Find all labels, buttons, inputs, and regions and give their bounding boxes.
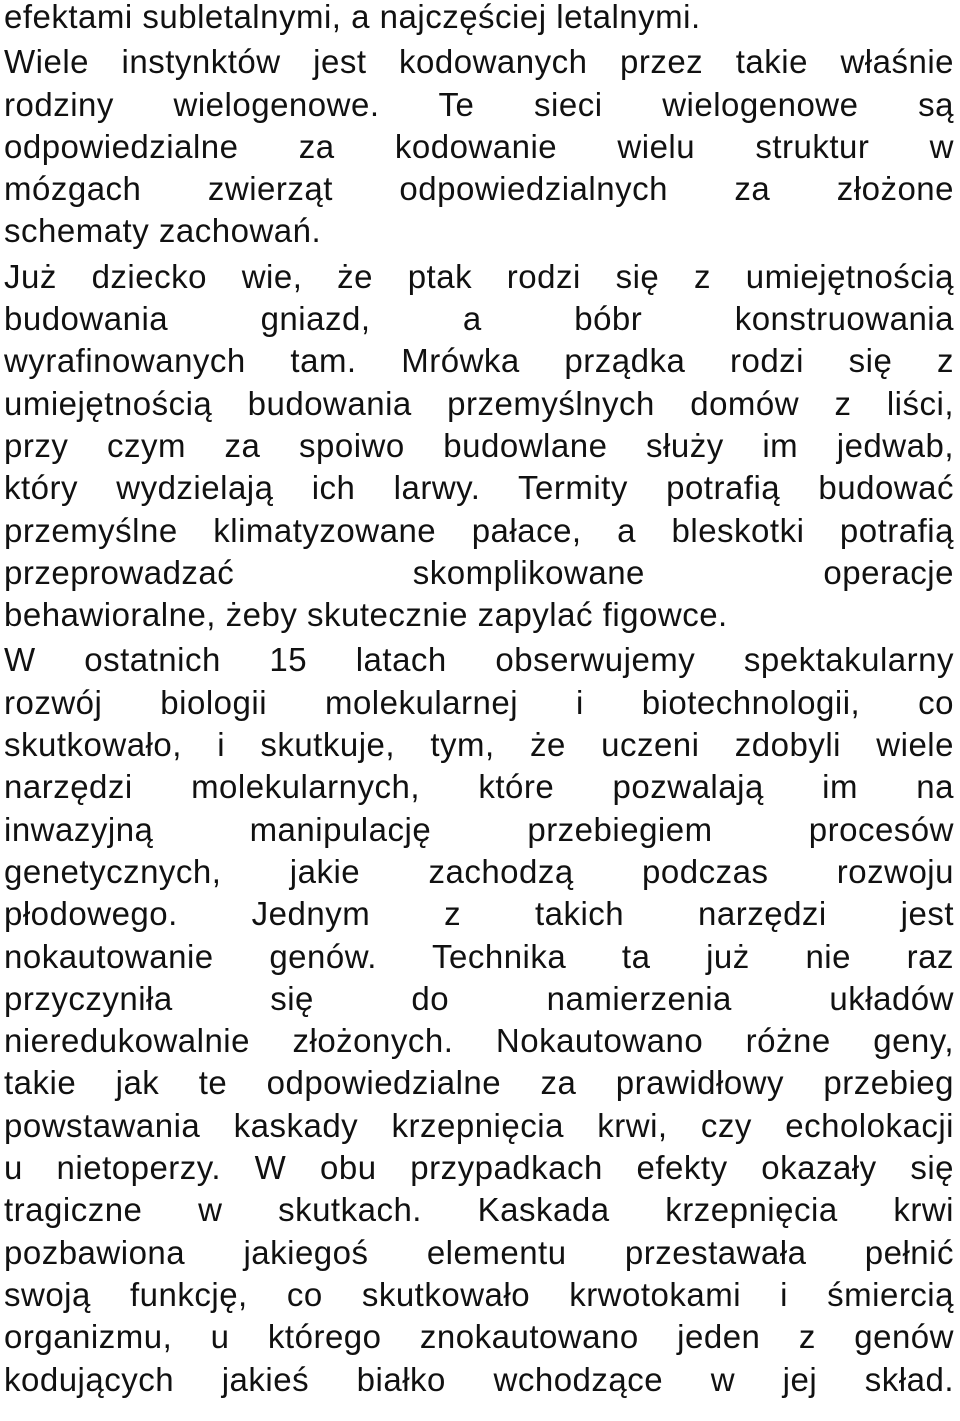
text-line: przyczyniła się do namierzenia układów [4, 979, 954, 1017]
text-line: u nietoperzy. W obu przypadkach efekty okazały się [4, 1149, 954, 1187]
paragraph-1 [4, 0, 954, 38]
text-line: powstawania kaskady krzepnięcia krwi, czy echolokacji [4, 1106, 954, 1144]
text-line: kodujących jakieś białko wchodzące w jej skład. [4, 1360, 954, 1398]
text-line: Już dziecko wie, że ptak rodzi się z umiejętnością [4, 257, 954, 295]
text-line: Wiele instynktów jest kodowanych przez takie właśnie [4, 43, 954, 81]
text-line: behawioralne, żeby skutecznie zapylać figowce. [4, 596, 728, 634]
paragraph-2 [4, 41, 954, 252]
text-line: wyrafinowanych tam. Mrówka prządka rodzi się z [4, 342, 954, 380]
text-line: który wydzielają ich larwy. Termity potrafią budować [4, 469, 954, 507]
text-line: umiejętnością budowania przemyślnych domów z liści, [4, 384, 954, 422]
text-line: schematy zachowań. [4, 212, 322, 250]
text-line: nieredukowalnie złożonych. Nokautowano różne geny, [4, 1022, 954, 1060]
text-line: skutkowało, i skutkuje, tym, że uczeni zdobyli wiele [4, 726, 954, 764]
text-line: inwazyjną manipulację przebiegiem procesów [4, 810, 954, 848]
text-line: płodowego. Jednym z takich narzędzi jest [4, 895, 954, 933]
text-line: odpowiedzialne za kodowanie wielu struktur w [4, 127, 954, 165]
text-line: rodziny wielogenowe. Te sieci wielogenowe są [4, 85, 954, 123]
text-line: budowania gniazd, a bóbr konstruowania [4, 300, 954, 338]
text-line: pozbawiona jakiegoś elementu przestawała pełnić [4, 1233, 954, 1271]
text-line: efektami subletalnymi, a najczęściej letalnymi. [4, 0, 701, 35]
text-line: przeprowadzać skomplikowane operacje [4, 553, 954, 591]
text-line: takie jak te odpowiedzialne za prawidłowy przebieg [4, 1064, 954, 1102]
text-line: W ostatnich 15 latach obserwujemy spektakularny [4, 641, 954, 679]
text-line: nokautowanie genów. Technika ta już nie raz [4, 937, 954, 975]
text-line: narzędzi molekularnych, które pozwalają im na [4, 768, 954, 806]
text-line: mózgach zwierząt odpowiedzialnych za złożone [4, 170, 954, 208]
text-line: rozwój biologii molekularnej i biotechnologii, co [4, 683, 954, 721]
text-line: swoją funkcję, co skutkowało krwotokami i śmiercią [4, 1275, 954, 1313]
text-line: przy czym za spoiwo budowlane służy im jedwab, [4, 426, 954, 464]
paragraph-3 [4, 256, 954, 637]
text-line: organizmu, u którego znokautowano jeden z genów [4, 1318, 954, 1356]
text-line: tragiczne w skutkach. Kaskada krzepnięcia krwi [4, 1191, 954, 1229]
text-line: przemyślne klimatyzowane pałace, a bleskotki potrafią [4, 511, 954, 549]
text-line: genetycznych, jakie zachodzą podczas rozwoju [4, 852, 954, 890]
paragraph-4 [4, 639, 954, 1400]
